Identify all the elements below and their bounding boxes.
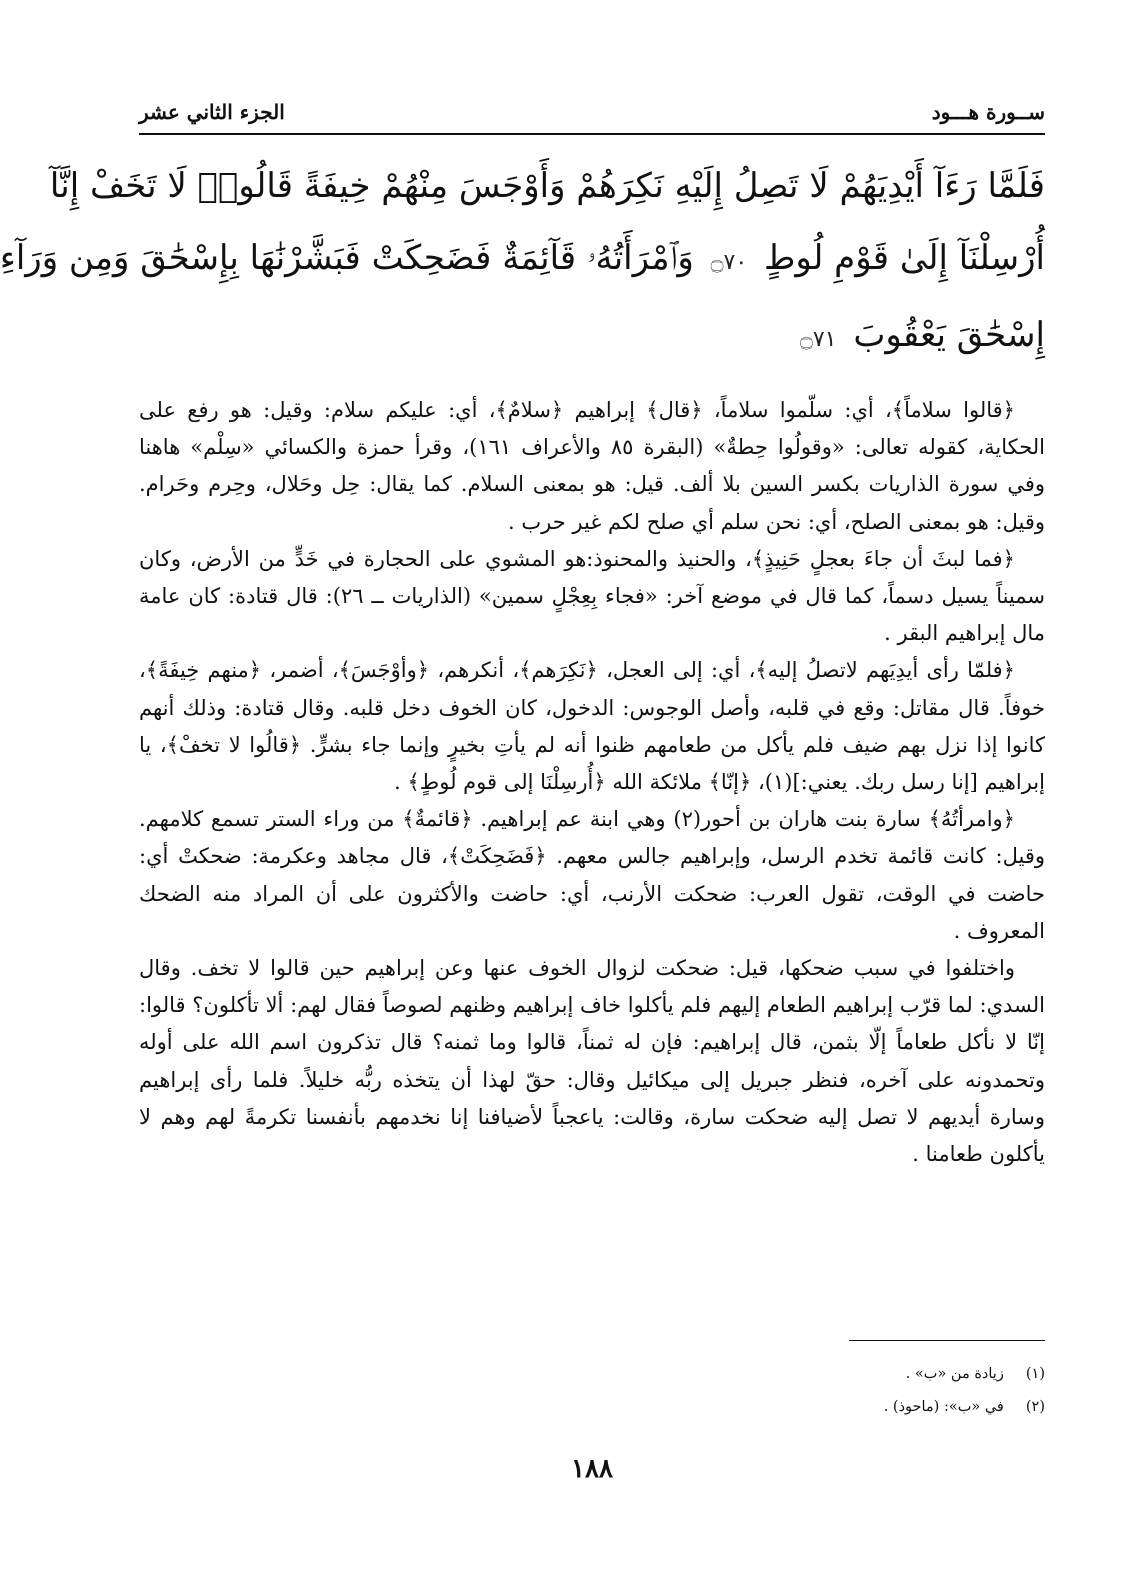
footnote-1 — [339, 1358, 1045, 1391]
tafsir-paragraph-1: ﴿قالوا سلاماً﴾، أي: سلّموا سلاماً، ﴿قال﴾ إبراهيم ﴿سلامٌ﴾، أي: عليكم سلام: وقيل: هو رفع على الحكاية، كقوله تعالى: «وقولُوا حِطةٌ» (البقرة ٨٥ والأعراف ١٦١)، وقرأ حمزة والكسائي «سِلْم» هاهنا وفي سورة الذاريات بكسر السين بلا ألف. قيل: هو بمعنى السلام. كما يقال: حِل وحَلال، وحِرم وحَرام. وقيل: هو بمعنى الصلح، أي: نحن سلم أي صلح لكم غير حرب . — [139, 398, 1045, 534]
tafsir-paragraph-5: واختلفوا في سبب ضحكها، قيل: ضحكت لزوال الخوف عنها وعن إبراهيم حين قالوا لا تخف. وقال السدي: لما قرّب إبراهيم الطعام إليهم فلم يأكلوا خاف إبراهيم وظنهم لصوصاً فقال لهم: ألا تأكلون؟ قالوا: إنّا لا نأكل طعاماً إلّا بثمن، قال إبراهيم: فإن له ثمناً، قالوا وما ثمنه؟ قال تذكرون اسم الله على أوله وتحمدونه على آخره، فنظر جبريل إلى ميكائيل وقال: حقّ لهذا أن يتخذه ربُّه خليلاً. فلما رأى إبراهيم وسارة أيديهم لا تصل إليه ضحكت سارة، وقالت: ياعجباً لأضيافنا إنا نخدمهم بأنفسنا تكرمةً لهم وهم لا يأكلون طعامنا . — [139, 956, 1045, 1167]
tafsir-body — [139, 392, 1045, 1173]
quran-verses — [0, 150, 1045, 376]
tafsir-paragraph-4: ﴿وامرأتُهُ﴾ سارة بنت هاران بن أحور(٢) وهي ابنة عم إبراهيم. ﴿قائمةٌ﴾ من وراء الستر تسمع كلامهم. وقيل: كانت قائمة تخدم الرسل، وإبراهيم جالس معهم. ﴿فَضَحِكَتْ﴾، قال مجاهد وعكرمة: ضحكتْ أي: حاضت في الوقت، تقول العرب: ضحكت الأرنب، أي: حاضت والأكثرون على أن المراد منه الضحك المعروف . — [139, 807, 1046, 943]
footnote-number: (١) — [1025, 1366, 1045, 1382]
footnote-text: في «ب»: (ماحوذ) . — [883, 1399, 1004, 1415]
ayah-number-70: ۝٧٠ — [710, 250, 748, 275]
footnotes — [339, 1358, 1045, 1424]
quran-line-3-text: إِسْحَٰقَ يَعْقُوبَ — [853, 315, 1045, 355]
footnote-rule — [849, 1340, 1045, 1341]
quran-line-2-part-b: وَٱمْرَأَتُهُۥ قَآئِمَةٌ فَضَحِكَتْ فَبَشَّرْنَٰهَا بِإِسْحَٰقَ وَمِن وَرَآءِ — [0, 238, 694, 278]
quran-line-3 — [139, 299, 1045, 376]
quran-line-1: فَلَمَّا رَءَآ أَيْدِيَهُمْ لَا تَصِلُ إِلَيْهِ نَكِرَهُمْ وَأَوْجَسَ مِنْهُمْ خِيفَةً قَالُوا۟ لَا تَخَفْ إِنَّآ — [49, 166, 1045, 206]
juz-title: الجزء الثاني عشر — [139, 100, 285, 124]
tafsir-paragraph-2: ﴿فما لبثَ أن جاءَ بعجلٍ حَنِيذٍ﴾، والحنيذ والمحنوذ:هو المشوي على الحجارة في خَدٍّ من الأرض، وكان سميناً يسيل دسماً، كما قال في موضع آخر: «فجاء بِعِجْلٍ سمين» (الذاريات ــ ٢٦): قال قتادة: كان عامة مال إبراهيم البقر . — [139, 546, 1046, 646]
header-rule — [139, 133, 1045, 135]
footnote-text: زيادة من «ب» . — [905, 1366, 1004, 1382]
page-number: ١٨٨ — [571, 1454, 613, 1484]
quran-line-2 — [0, 222, 1045, 299]
surah-title: ســورة هـــود — [931, 100, 1045, 124]
footnote-2 — [339, 1391, 1045, 1424]
running-header — [139, 84, 1045, 124]
tafsir-paragraph-3: ﴿فلمّا رأى أيدِيَهم لاتصلُ إليه﴾، أي: إلى العجل، ﴿نَكِرَهم﴾، أنكرهم، ﴿وأوْجَسَ﴾، أضمر، ﴿منهم خِيفَةً﴾، خوفاً. قال مقاتل: وقع في قلبه، وأصل الوجوس: الدخول، كان الخوف دخل قلبه. وقال قتادة: وذلك أنهم كانوا إذا نزل بهم ضيف فلم يأكل من طعامهم ظنوا أنه لم يأتِ بخيرٍ وإنما جاء بشرٍّ. ﴿قالُوا لا تخفْ﴾، يا إبراهيم [إنا رسل ربك. يعني:](١)، ﴿إنّا﴾ ملائكة الله ﴿أُرسِلْنَا إلى قوم لُوطٍ﴾ . — [139, 658, 1045, 795]
quran-line-2-part-a: أُرْسِلْنَآ إِلَىٰ قَوْمِ لُوطٍ — [763, 238, 1045, 278]
footnote-number: (٢) — [1025, 1399, 1045, 1415]
ayah-number-71: ۝٧١ — [799, 327, 837, 352]
